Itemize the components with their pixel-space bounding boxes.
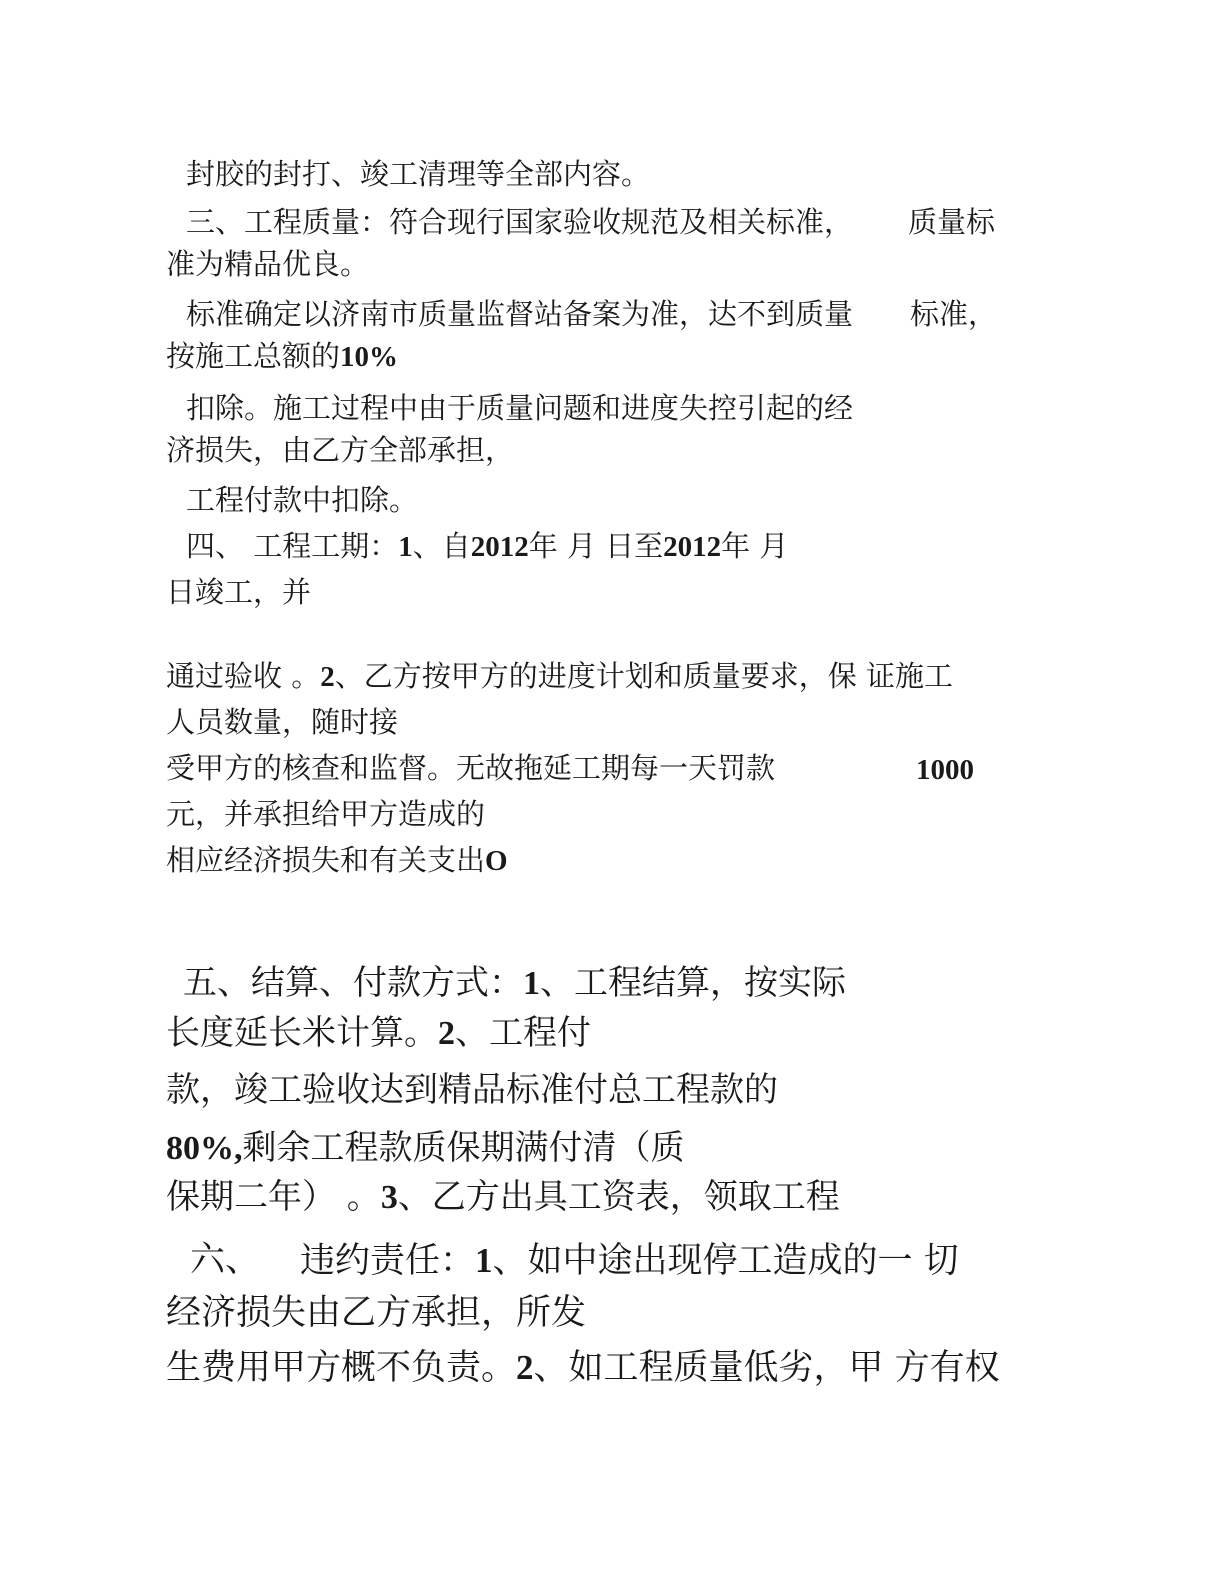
text-run-bold: 2 [516,1348,534,1387]
section-3-heading [186,205,854,239]
section-6-heading [300,1243,959,1279]
text-run-bold: 2012 [663,531,722,563]
text-run: 准为精品优良。 [166,247,370,281]
text-run: 保期二年） 。 [166,1177,381,1217]
text-run: 四、 工程工期： [186,529,399,563]
text-run: 六、 [190,1240,261,1280]
text-line [186,297,854,331]
text-line [166,1350,1000,1386]
text-run-bold: O [485,845,508,877]
text-run: 违约责任： [300,1241,476,1281]
text-run: 元，并承担给甲方造成的 [166,797,486,831]
text-line [166,339,399,373]
text-line [166,1293,587,1333]
text-run-bold: 3 [380,1179,398,1216]
text-line [910,297,998,331]
text-run: 工程付款中扣除。 [186,483,419,517]
text-run: 、乙方按甲方的进度计划和质量要求，保 证施工 [334,659,953,693]
text-run: 生费用甲方概不负责。 [166,1348,517,1388]
text-run: 三、工程质量：符合现行国家验收规范及相关标准， [186,205,854,239]
text-run-bold: 10% [340,341,399,373]
text-run-bold: 2012 [470,531,529,563]
section-4-heading [186,529,789,563]
text-run: 经济损失由乙方承担，所发 [166,1293,587,1333]
text-run: 剩余工程款质保期满付清（质 [242,1128,685,1168]
text-run: 、自 [412,529,471,563]
text-line [166,1070,778,1110]
text-run: 受甲方的核查和监督。无故拖延工期每一天罚款 [166,751,776,785]
text-run: 五、结算、付款方式： [183,963,523,1003]
text-run-bold: 1 [523,965,540,1002]
text-line [186,157,651,191]
text-line [166,797,486,831]
text-run: 人员数量，随时接 [166,705,399,739]
text-run: 、工程付 [455,1013,591,1053]
text-line [166,1128,685,1168]
text-run: 封胶的封打、竣工清理等全部内容。 [186,157,651,191]
text-line [166,433,515,467]
text-run: 年 月 [721,529,789,563]
text-run: 扣除。施工过程中由于质量问题和进度失控引起的经 [186,391,854,425]
text-run: 济损失，由乙方全部承担， [166,433,515,467]
text-line [166,247,370,281]
text-run: 、工程结算，按实际 [540,963,846,1003]
text-run-bold: 1000 [916,754,974,786]
text-line [166,1013,591,1053]
text-line [186,483,419,517]
text-run-bold: 80%, [166,1130,243,1167]
text-line [166,751,776,785]
text-run: 相应经济损失和有关支出 [166,843,486,877]
text-run-bold: 2 [320,661,335,693]
text-line [908,205,996,239]
text-line [916,756,974,785]
text-run-bold: 1 [475,1241,493,1280]
text-line [166,705,399,739]
text-run: 质量标 [908,205,996,239]
text-run: 标准， [910,297,998,331]
text-line [166,575,312,609]
text-line [166,843,508,877]
text-run: 长度延长米计算。 [166,1013,438,1053]
text-run: 、如工程质量低劣，甲 方有权 [533,1348,1000,1388]
text-line [166,659,953,693]
text-line [186,391,854,425]
text-run: 标准确定以济南市质量监督站备案为准，达不到质量 [186,297,854,331]
text-line [166,1177,840,1217]
section-6-number [190,1240,261,1280]
text-run-bold: 1 [398,531,413,563]
text-run: 年 月 日至 [528,529,664,563]
section-5-heading [183,963,846,1003]
text-run: 通过验收 。 [166,659,321,693]
text-run-bold: 2 [438,1015,455,1052]
text-run: 按施工总额的 [166,339,341,373]
text-run: 、如中途出现停工造成的一 切 [492,1241,959,1281]
text-run: 款，竣工验收达到精品标准付总工程款的 [166,1070,778,1110]
text-run: 、乙方出具工资表，领取工程 [397,1177,840,1217]
text-run: 日竣工，并 [166,575,312,609]
